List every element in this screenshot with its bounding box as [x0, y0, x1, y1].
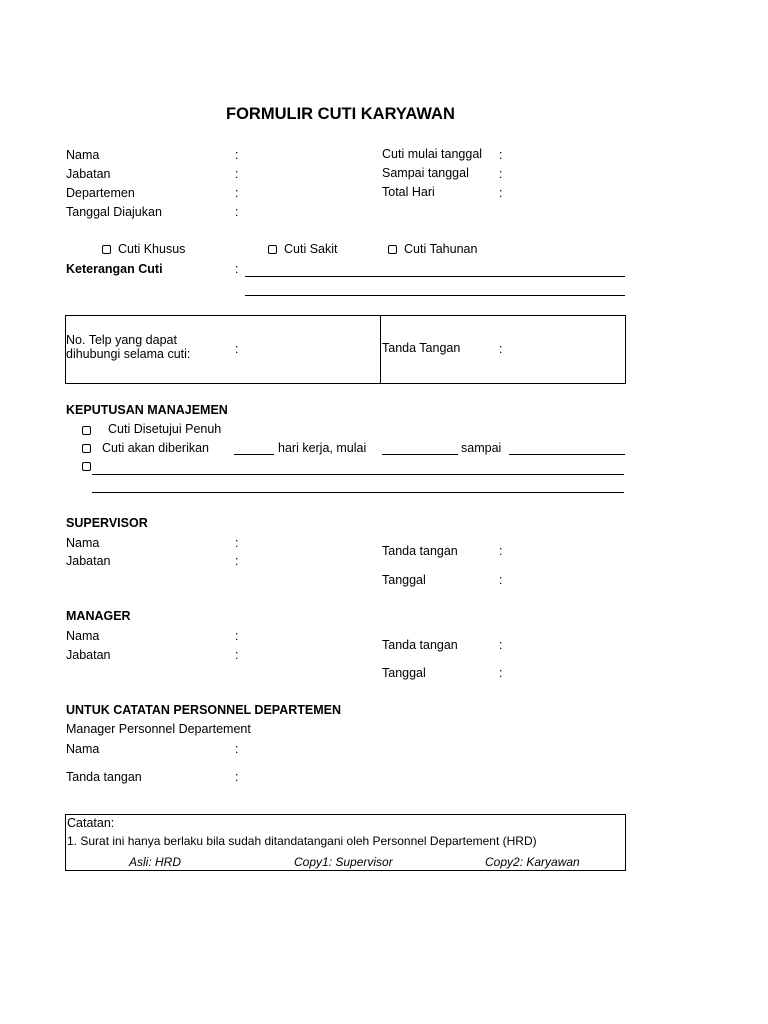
- partial-until-label: sampai: [461, 441, 502, 455]
- supervisor-date-colon: :: [499, 573, 503, 587]
- other-decision-line-1[interactable]: [92, 474, 624, 475]
- personnel-name-colon: :: [235, 742, 239, 756]
- special-leave-label: Cuti Khusus: [118, 242, 186, 256]
- phone-label-line2: dihubungi selama cuti:: [66, 347, 191, 361]
- sick-leave-label: Cuti Sakit: [284, 242, 338, 256]
- manager-name-colon: :: [235, 629, 239, 643]
- partial-days-blank[interactable]: [234, 454, 274, 455]
- phone-colon: :: [235, 342, 239, 356]
- name-colon: :: [235, 148, 239, 162]
- personnel-signature-colon: :: [235, 770, 239, 784]
- notes-line-1: 1. Surat ini hanya berlaku bila sudah ditandatangani oleh Personnel Departement (HRD): [67, 834, 537, 848]
- management-decision-heading: KEPUTUSAN MANAJEMEN: [66, 403, 228, 417]
- manager-position-colon: :: [235, 648, 239, 662]
- phone-label-line1: No. Telp yang dapat: [66, 333, 177, 347]
- other-decision-line-2[interactable]: [92, 492, 624, 493]
- supervisor-date-label: Tanggal: [382, 573, 426, 587]
- supervisor-name-colon: :: [235, 536, 239, 550]
- leave-start-colon: :: [499, 148, 503, 162]
- position-label: Jabatan: [66, 167, 111, 181]
- leave-start-label: Cuti mulai tanggal: [382, 147, 483, 161]
- manager-signature-colon: :: [499, 638, 503, 652]
- copy-employee: Copy2: Karyawan: [485, 855, 580, 869]
- total-days-colon: :: [499, 186, 503, 200]
- manager-position-label: Jabatan: [66, 648, 111, 662]
- annual-leave-label: Cuti Tahunan: [404, 242, 478, 256]
- supervisor-position-label: Jabatan: [66, 554, 111, 568]
- name-label: Nama: [66, 148, 100, 162]
- other-decision-checkbox[interactable]: [82, 462, 91, 471]
- contact-box-divider: [380, 315, 381, 384]
- special-leave-checkbox[interactable]: [102, 245, 111, 254]
- personnel-subheading: Manager Personnel Departement: [66, 722, 251, 736]
- manager-name-label: Nama: [66, 629, 100, 643]
- manager-date-label: Tanggal: [382, 666, 426, 680]
- supervisor-signature-label: Tanda tangan: [382, 544, 458, 558]
- partial-approval-checkbox[interactable]: [82, 444, 91, 453]
- partial-approval-prefix: Cuti akan diberikan: [102, 441, 210, 455]
- leave-note-colon: :: [235, 262, 239, 276]
- department-label: Departemen: [66, 186, 135, 200]
- partial-start-blank[interactable]: [382, 454, 458, 455]
- supervisor-heading: SUPERVISOR: [66, 516, 148, 530]
- supervisor-name-label: Nama: [66, 536, 100, 550]
- personnel-name-label: Nama: [66, 742, 100, 756]
- manager-date-colon: :: [499, 666, 503, 680]
- form-title: FORMULIR CUTI KARYAWAN: [226, 105, 455, 123]
- leave-end-label: Sampai tanggal: [382, 166, 469, 180]
- total-days-label: Total Hari: [382, 185, 435, 199]
- contact-signature-colon: :: [499, 342, 503, 356]
- supervisor-position-colon: :: [235, 554, 239, 568]
- personnel-heading: UNTUK CATATAN PERSONNEL DEPARTEMEN: [66, 703, 341, 717]
- date-submitted-label: Tanggal Diajukan: [66, 205, 162, 219]
- annual-leave-checkbox[interactable]: [388, 245, 397, 254]
- leave-end-colon: :: [499, 167, 503, 181]
- leave-note-label: Keterangan Cuti: [66, 262, 163, 276]
- copy-supervisor: Copy1: Supervisor: [294, 855, 393, 869]
- full-approval-label: Cuti Disetujui Penuh: [108, 422, 222, 436]
- notes-label: Catatan:: [67, 816, 115, 830]
- leave-note-line-1[interactable]: [245, 276, 625, 277]
- personnel-signature-label: Tanda tangan: [66, 770, 142, 784]
- sick-leave-checkbox[interactable]: [268, 245, 277, 254]
- manager-heading: MANAGER: [66, 609, 131, 623]
- copy-original: Asli: HRD: [129, 855, 182, 869]
- contact-signature-label: Tanda Tangan: [382, 341, 461, 355]
- partial-days-label: hari kerja, mulai: [278, 441, 367, 455]
- partial-end-blank[interactable]: [509, 454, 625, 455]
- department-colon: :: [235, 186, 239, 200]
- full-approval-checkbox[interactable]: [82, 426, 91, 435]
- position-colon: :: [235, 167, 239, 181]
- date-submitted-colon: :: [235, 205, 239, 219]
- leave-note-line-2[interactable]: [245, 295, 625, 296]
- manager-signature-label: Tanda tangan: [382, 638, 458, 652]
- supervisor-signature-colon: :: [499, 544, 503, 558]
